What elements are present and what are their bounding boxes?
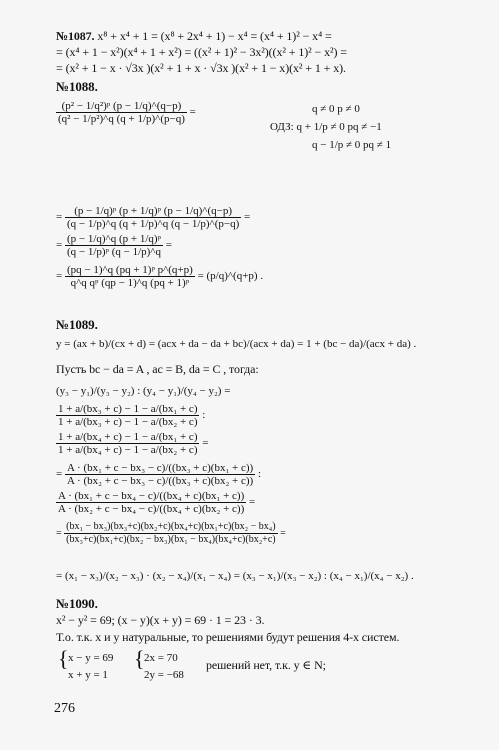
problem-1089-line-2: Пусть bc − da = A , ac = B, da = C , тогда:	[56, 362, 259, 376]
problem-1089-line-1: y = (ax + b)/(cx + d) = (acx + da − da + bc)/(acx + da) = 1 + (bc − da)/(acx + da) .	[56, 338, 417, 350]
problem-1089-expression-a	[56, 385, 230, 397]
system-2	[144, 650, 184, 684]
problem-1087-line-3: = (x² + 1 − x · √3x )(x² + 1 + x · √3x )(x² + 1 − x)(x² + 1 + x).	[56, 61, 346, 75]
expression-a-left: (y₃ − y₁)/(y₃ − y₂) : (y₄ − y₁)/(y₄ − y₂) =	[56, 385, 231, 397]
odz-condition-2: q + 1/p ≠ 0 pq ≠ −1	[296, 121, 382, 133]
odz-line-1: q ≠ 0 p ≠ 0	[312, 103, 360, 115]
system-2-brace: {	[134, 646, 145, 671]
fraction-numerator: (p² − 1/q²)ᵖ (p − 1/q)^(q−p)	[61, 100, 182, 112]
fraction-denominator: 1 + a/(bx₃ + c) − 1 − a/(bx₂ + c)	[58, 416, 198, 428]
problem-1088-expression-2b: = $\frac{\text{(p − 1/q)\textasciicircum{}q (p + 1/q)ᵖ}}{\text{(q − 1/p)ᵖ (q − 1/p)\textasciicircum{}q}}$ =	[56, 233, 172, 258]
problem-1088-expression-3: = $\frac{\text{(pq − 1)\textasciicircum{}q (pq + 1)ᵖ p\textasciicircum{}(q+p)}}{\text{q\textasciicircum{}q qᵖ (qp − 1)\textasciicircum{}q (pq + 1)ᵖ}}$ = (p/q)^(q+p) .	[56, 264, 264, 289]
problem-1087-text-1: x⁸ + x⁴ + 1 = (x⁸ + 2x⁴ + 1) − x⁴ = (x⁴ + 1)² − x⁴ =	[97, 29, 332, 43]
problem-1088-odz	[270, 100, 391, 154]
problem-1089-expression-a-fraction-1: $\frac{\text{1 + a/(bx₃ + c) − 1 − a/(bx₁ + c)}}{\text{1 + a/(bx₃ + c) − 1 − a/(bx₂ + c)}}$ :	[58, 403, 206, 428]
problem-1090-line-2: Т.о. т.к. x и y натуральные, то решениями будут решения 4-х систем.	[56, 630, 400, 644]
problem-1089-number: №1089.	[56, 317, 98, 332]
fraction-numerator: (pq − 1)^q (pq + 1)ᵖ p^(q+p)	[66, 264, 193, 276]
fraction-denominator: A · (bx₂ + c − bx₃ − c)/((bx₃ + c)(bx₂ + c))	[66, 475, 254, 487]
odz-line-2	[270, 118, 391, 136]
odz-label: ОДЗ:	[270, 121, 294, 133]
fraction-numerator: (p − 1/q)^q (p + 1/q)ᵖ	[66, 233, 161, 245]
fraction-numerator: (bx₁ − bx₃)(bx₃+c)(bx₂+c)(bx₄+c)(bx₁+c)(bx₂ − bx₄)	[66, 521, 276, 532]
expression-3-result: = (p/q)^(q+p) .	[197, 270, 264, 283]
problem-1090-number: №1090.	[56, 596, 98, 611]
fraction	[56, 100, 187, 125]
problem-1088-number: №1088.	[56, 79, 98, 94]
problem-1087-line-2: = (x⁴ + 1 − x²)(x⁴ + 1 + x²) = ((x² + 1)² − 3x²)((x² + 1)² − x²) =	[56, 45, 347, 59]
problem-1089-expression-d: = (x₁ − x₃)/(x₂ − x₃) · (x₂ − x₄)/(x₁ − x₄) = (x₃ − x₁)/(x₃ − x₂) : (x₄ − x₁)/(x₄ − x₂) .	[56, 570, 414, 582]
fraction-denominator: (q² − 1/p²)^q (q + 1/p)^(p−q)	[58, 113, 185, 125]
problem-1089-expression-b-2: $\frac{\text{A · (bx₁ + c − bx₄ − c)/((bx₄ + c)(bx₁ + c))}}{\text{A · (bx₂ + c − bx₄ − c)/((bx₄ + c)(bx₂ + c))}}$ =	[58, 490, 256, 515]
problem-1087-line-1	[56, 30, 332, 43]
fraction-denominator: (q − 1/p)ᵖ (q − 1/p)^q	[66, 246, 161, 258]
system-2-equation-1: 2x = 70	[144, 652, 178, 664]
fraction-denominator: 1 + a/(bx₄ + c) − 1 − a/(bx₂ + c)	[58, 444, 198, 456]
system-1	[68, 650, 113, 684]
fraction	[64, 521, 277, 546]
fraction	[56, 431, 199, 456]
fraction	[65, 462, 255, 487]
system-2-equation-2: 2y = −68	[144, 669, 184, 681]
system-1-brace: {	[58, 646, 69, 671]
fraction	[65, 205, 241, 230]
fraction-numerator: A · (bx₁ + c − bx₃ − c)/((bx₃ + c)(bx₁ + c))	[66, 462, 254, 474]
system-note: решений нет, т.к. y ∈ N;	[206, 658, 326, 672]
page-number: 276	[54, 701, 75, 716]
fraction	[65, 264, 195, 289]
fraction-denominator: (q − 1/p)^q (q + 1/p)^q (q − 1/p)^(p−q)	[66, 218, 240, 230]
fraction-denominator: q^q qᵖ (qp − 1)^q (pq + 1)ᵖ	[65, 276, 195, 289]
problem-1089-expression-c: = $\frac{\text{(bx₁ − bx₃)(bx₃+c)(bx₂+c)(bx₄+c)(bx₁+c)(bx₂ − bx₄)}}{\text{(bx₃+c)(bx₁+c)(bx₂ − bx₃)(bx₁ − bx₄)(bx₄+c)(bx₂+c)}}$ =	[56, 521, 286, 545]
fraction	[56, 403, 199, 428]
fraction-denominator: (bx₃+c)(bx₁+c)(bx₂ − bx₃)(bx₁ − bx₄)(bx₄+c)(bx₂+c)	[66, 534, 276, 545]
fraction	[56, 490, 246, 515]
problem-1088-expression-2: = $\frac{\text{(p − 1/q)ᵖ (p + 1/q)ᵖ (p − 1/q)\textasciicircum{}(q−p)}}{(q - 1/p)\^{}q (q + 1/p)\^{}q (q - 1/p)\^{}(p-q)}$ =	[56, 205, 251, 230]
fraction	[65, 233, 163, 258]
fraction-numerator: 1 + a/(bx₄ + c) − 1 − a/(bx₁ + c)	[58, 431, 198, 443]
problem-1090-line-1: x² − y² = 69; (x − y)(x + y) = 69 · 1 = 23 · 3.	[56, 613, 265, 627]
system-1-equation-1: x − y = 69	[68, 652, 114, 664]
problem-1088-expression-1: $\frac{\text{(p² − 1/q²)ᵖ (p − 1/q)\textasciicircum{}(q−p)}}{\text{(q² − 1/p²)\textasciicircum{}q (q + 1/p)\textasciicircum{}(p−q)}}$ =	[58, 100, 196, 125]
problem-1089-expression-b-1: = $\frac{\text{A · (bx₁ + c − bx₃ − c)/((bx₃ + c)(bx₁ + c))}}{\text{A · (bx₂ + c − bx₃ − c)/((bx₃ + c)(bx₂ + c))}}$ :	[56, 462, 262, 487]
problem-1087-number: №1087.	[56, 29, 95, 43]
odz-line-3: q − 1/p ≠ 0 pq ≠ 1	[312, 139, 392, 151]
problem-1089-expression-a-fraction-2: $\frac{\text{1 + a/(bx₄ + c) − 1 − a/(bx₁ + c)}}{\text{1 + a/(bx₄ + c) − 1 − a/(bx₂ + c)}}$ =	[58, 431, 209, 456]
fraction-numerator: (p − 1/q)ᵖ (p + 1/q)ᵖ (p − 1/q)^(q−p)	[74, 205, 232, 217]
system-1-equation-2: x + y = 1	[68, 669, 108, 681]
fraction-numerator: 1 + a/(bx₃ + c) − 1 − a/(bx₁ + c)	[58, 403, 198, 415]
fraction-numerator: A · (bx₁ + c − bx₄ − c)/((bx₄ + c)(bx₁ + c))	[58, 490, 245, 502]
fraction-denominator: A · (bx₂ + c − bx₄ − c)/((bx₄ + c)(bx₂ + c))	[58, 503, 245, 515]
